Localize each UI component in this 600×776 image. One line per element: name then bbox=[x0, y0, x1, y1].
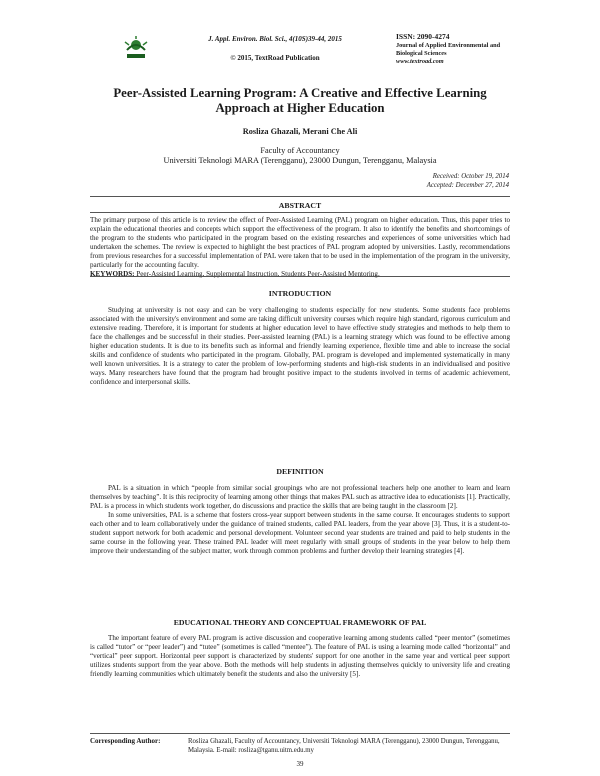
page-number: 39 bbox=[296, 760, 304, 768]
theory-text: The important feature of every PAL program is active discussion and cooperative learning among students called “peer mentor” (sometimes is called “tutor” or “peer leader”) and “tutee” (sometimes is called “mentee”). The feature of PAL is using a learning mode called “horizontal” and “vertical” peer support. Horizontal peer support is characterized by students' support for one another in the same year and vertical peer support utilizes students support from the year above. Both the methods will help students in adjusting themselves quickly to university life and creating friendly learning communities which ultimately benefit the students and also the university [5]. bbox=[90, 634, 510, 679]
issn-block bbox=[396, 33, 526, 66]
paper-title bbox=[60, 86, 540, 116]
abstract-heading: ABSTRACT bbox=[278, 201, 322, 210]
divider bbox=[90, 212, 510, 213]
definition-body bbox=[90, 484, 510, 556]
keywords bbox=[90, 270, 510, 279]
introduction-text: Studying at university is not easy and can be very challenging to students especially for new students. Some students face problems associated with the university's environment and some are taking difficult university courses which require high standard, rigorous curriculum and extensive reading. Therefore, it is important for students at higher education level to have effective study strategies and methods to help them to face the challenges and be successful in their studies. Peer-assisted learning (PAL) is a learning strategy which was found to be effective among higher education students. It is due to its benefits such as informal and friendly learning experience, flexible time and able to increase the social skills and confidence of students who participated in the program. Globally, PAL program is developed and implemented systematically in many well known universities. It is a strategy to cater the problem of low-performing students and high-risk students in an individualised and positive ways. Many researchers have found that the program had brought positive impact to the students involved in terms of academic achievement, confidence and interpersonal skills. bbox=[90, 306, 510, 387]
title-line-1: Peer-Assisted Learning Program: A Creative and Effective Learning bbox=[113, 86, 487, 100]
introduction-body bbox=[90, 306, 510, 387]
publication-dates bbox=[300, 173, 509, 190]
received-date: Received: October 19, 2014 bbox=[432, 173, 509, 180]
journal-website[interactable]: www.textroad.com bbox=[396, 58, 444, 65]
journal-name: Journal of Applied Environmental and Biological Sciences bbox=[396, 42, 501, 57]
theory-body bbox=[90, 634, 510, 679]
definition-paragraph-2: In some universities, PAL is a scheme that fosters cross-year support between students in the same course. It encourages students to support each other and to learn collaboratively under the guidance of trained students, called PAL leaders, from the year above [3]. Thus, it is a student-to-student support network for both academic and personal development. Volunteer second year students are trained and paid to help students in the same course in the following year. These trained PAL leader will meet regularly with small groups of students in the year below to help them improve their understanding of the subject matter, work through common problems and further develop their learning strategies [4]. bbox=[90, 511, 510, 556]
introduction-heading: INTRODUCTION bbox=[268, 289, 332, 298]
accepted-date: Accepted: December 27, 2014 bbox=[426, 181, 509, 189]
authors: Rosliza Ghazali, Merani Che Ali bbox=[242, 127, 358, 136]
keywords-label: KEYWORDS: bbox=[90, 270, 135, 279]
title-line-2: Approach at Higher Education bbox=[215, 101, 385, 115]
affiliation-line-1: Faculty of Accountancy bbox=[260, 146, 340, 155]
corresponding-author-label: Corresponding Author: bbox=[90, 737, 161, 745]
journal-header bbox=[195, 34, 355, 64]
abstract-body bbox=[90, 216, 510, 279]
abstract-text: The primary purpose of this article is to review the effect of Peer-Assisted Learning (PAL) program on higher education. Thus, this paper tries to explain the educational theories and concepts which support the effectiveness of the program. It also to identify the benefits and shortcomings of the program to the students who participated in the program based on the existing researches and experiences of some universities which had undertaken the schemes. The review is expected to highlight the best practices of PAL program adopted by universities. Lastly, recommendations from previous researches for a successful implementation of PAL were taken that to be used in the implementation of the program in the university, particularly for the accounting faculty. bbox=[90, 216, 510, 270]
textroad-logo-icon bbox=[123, 36, 149, 62]
definition-paragraph-1: PAL is a situation in which “people from similar social groupings who are not professional teachers help one another to learn and learn themselves by teaching”. It is this reciprocity of learning among other things that makes PAL such as attractive idea to educationists [1]. Practically, PAL is a process in which students work together, do discussions and practice the skills that are being taught in the classroom [2]. bbox=[90, 484, 510, 511]
keywords-list: Peer-Assisted Learning, Supplemental Instruction, Students Peer-Assisted Mentoring. bbox=[134, 270, 380, 279]
divider bbox=[90, 276, 510, 277]
corresponding-author-details: Rosliza Ghazali, Faculty of Accountancy, Universiti Teknologi MARA (Terengganu), 23000 Dungun, Terengganu, Malaysia. E-mail: rosliza@tganu.uitm.edu.my bbox=[188, 738, 500, 754]
issn: ISSN: 2090-4274 bbox=[396, 32, 450, 41]
footer-divider bbox=[90, 733, 510, 734]
affiliation bbox=[60, 146, 540, 166]
divider bbox=[90, 196, 510, 197]
copyright: © 2015, TextRoad Publication bbox=[230, 54, 320, 62]
affiliation-line-2: Universiti Teknologi MARA (Terengganu), 23000 Dungun, Terengganu, Malaysia bbox=[163, 156, 437, 165]
journal-citation: J. Appl. Environ. Biol. Sci., 4(10S)39-44, 2015 bbox=[208, 35, 342, 43]
theory-heading: EDUCATIONAL THEORY AND CONCEPTUAL FRAMEWORK OF PAL bbox=[173, 618, 427, 627]
definition-heading: DEFINITION bbox=[276, 467, 324, 476]
